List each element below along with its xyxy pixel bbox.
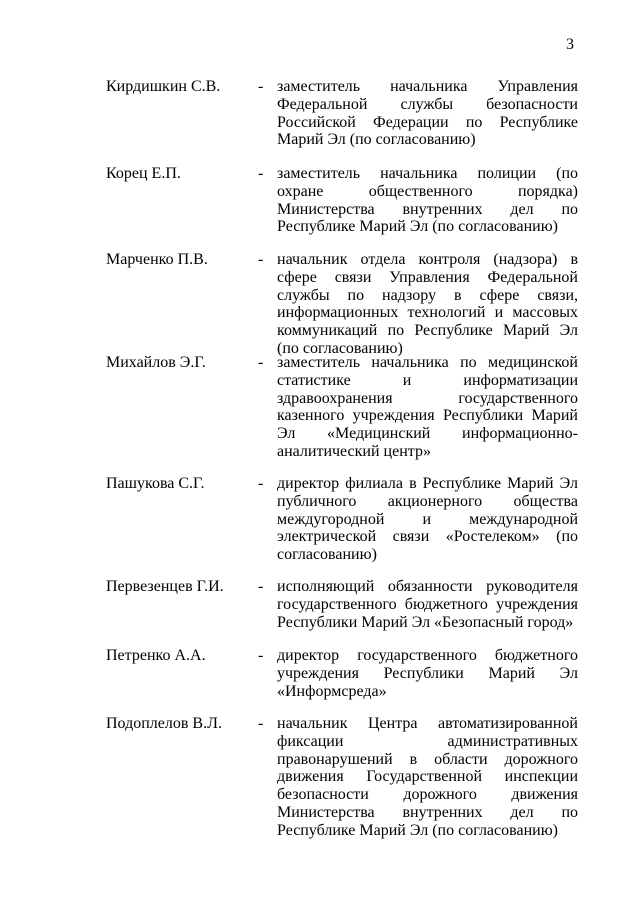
member-dash: - [258, 647, 264, 664]
member-name: Корец Е.П. [106, 165, 181, 182]
member-name: Кирдишкин С.В. [106, 78, 221, 95]
member-name: Пашукова С.Г. [106, 475, 205, 492]
member-position: заместитель начальника по медицинской статистике и информатизации здравоохранения государственного казенного учреждения Республики Марий Эл «Медицинский информационно-аналитический центр» [277, 354, 578, 460]
member-dash: - [258, 354, 264, 371]
member-name: Марченко П.В. [106, 251, 208, 268]
member-name: Первезенцев Г.И. [106, 578, 224, 595]
page-number: 3 [566, 36, 574, 53]
member-position: начальник Центра автоматизированной фиксации административных правонарушений в области дорожного движения Государственной инспекции безопасности дорожного движения Министерства внутренних дел по Республике Марий Эл (по согласованию) [277, 715, 578, 839]
member-dash: - [258, 251, 264, 268]
member-position: директор филиала в Республике Марий Эл публичного акционерного общества междугородной и международной электрической связи «Ростелеком» (по согласованию) [277, 475, 578, 564]
member-position: заместитель начальника полиции (по охране общественного порядка) Министерства внутренних дел по Республике Марий Эл (по согласованию) [277, 165, 578, 236]
member-position: начальник отдела контроля (надзора) в сфере связи Управления Федеральной службы по надзору в сфере связи, информационных технологий и массовых коммуникаций по Республике Марий Эл (по согласованию) [277, 251, 578, 357]
member-position: заместитель начальника Управления Федеральной службы безопасности Российской Федерации по Республике Марий Эл (по согласованию) [277, 78, 578, 149]
member-position: исполняющий обязанности руководителя государственного бюджетного учреждения Республики Марий Эл «Безопасный город» [277, 578, 578, 631]
member-position: директор государственного бюджетного учреждения Республики Марий Эл «Информсреда» [277, 647, 578, 700]
member-dash: - [258, 78, 264, 95]
member-name: Подоплелов В.Л. [106, 715, 222, 732]
member-dash: - [258, 475, 264, 492]
member-dash: - [258, 165, 264, 182]
member-dash: - [258, 578, 264, 595]
member-name: Петренко А.А. [106, 647, 206, 664]
member-dash: - [258, 715, 264, 732]
member-name: Михайлов Э.Г. [106, 354, 206, 371]
